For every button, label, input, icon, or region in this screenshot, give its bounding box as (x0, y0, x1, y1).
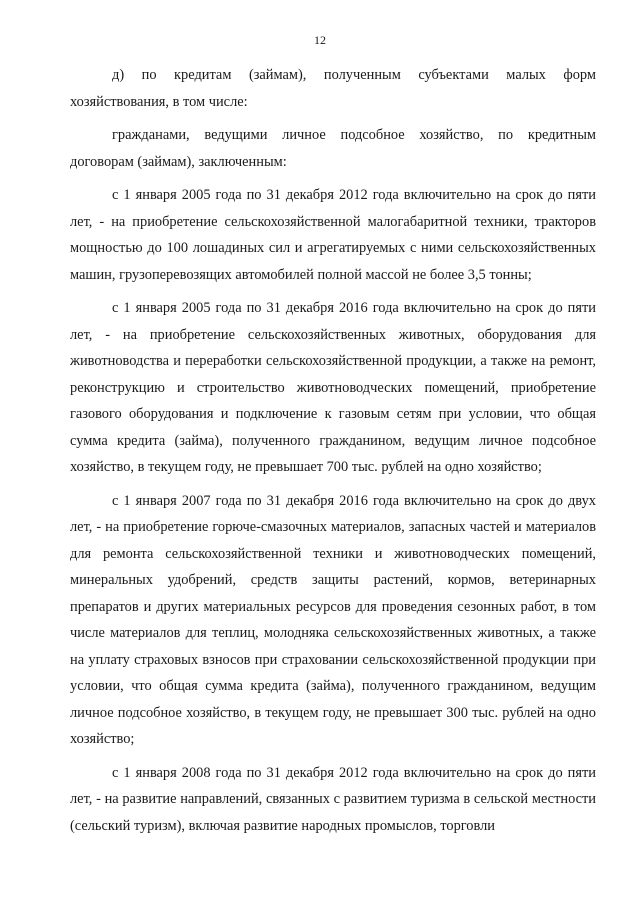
document-body (70, 62, 596, 846)
paragraph-3: с 1 января 2005 года по 31 декабря 2012 года включительно на срок до пяти лет, - на приобретение сельскохозяйственной малогабаритной техники, тракторов мощностью до 100 лошадиных сил и агрегатируемых с ними сельскохозяйственных машин, грузоперевозящих автомобилей полной массой не более 3,5 тонны; (70, 187, 596, 283)
paragraph-6: с 1 января 2008 года по 31 декабря 2012 года включительно на срок до пяти лет, - на развитие направлений, связанных с развитием туризма в сельской местности (сельский туризм), включая развитие народных промыслов, торговли (70, 764, 596, 834)
paragraph-2: гражданами, ведущими личное подсобное хозяйство, по кредитным договорам (займам), заключенным: (70, 127, 596, 170)
paragraph-1: д) по кредитам (займам), полученным субъектами малых форм хозяйствования, в том числе: (70, 67, 596, 110)
paragraph-5: с 1 января 2007 года по 31 декабря 2016 года включительно на срок до двух лет, - на приобретение горюче-смазочных материалов, запасных частей и материалов для ремонта сельскохозяйственной техники и животноводческих помещений, минеральных удобрений, средств защиты растений, кормов, ветеринарных препаратов и других материальных ресурсов для проведения сезонных работ, в том числе материалов для теплиц, молодняка сельскохозяйственных животных, а также на уплату страховых взносов при страховании сельскохозяйственной продукции при условии, что общая сумма кредита (займа), полученного гражданином, ведущим личное подсобное хозяйство, в текущем году, не превышает 300 тыс. рублей на одно хозяйство; (70, 492, 596, 747)
page-number: 12 (314, 33, 326, 47)
paragraph-4: с 1 января 2005 года по 31 декабря 2016 года включительно на срок до пяти лет, - на приобретение сельскохозяйственных животных, оборудования для животноводства и переработки сельскохозяйственной продукции, а также на ремонт, реконструкцию и строительство животноводческих помещений, приобретение газового оборудования и подключение к газовым сетям при условии, что общая сумма кредита (займа), полученного гражданином, ведущим личное подсобное хозяйство, в текущем году, не превышает 700 тыс. рублей на одно хозяйство; (70, 300, 596, 475)
